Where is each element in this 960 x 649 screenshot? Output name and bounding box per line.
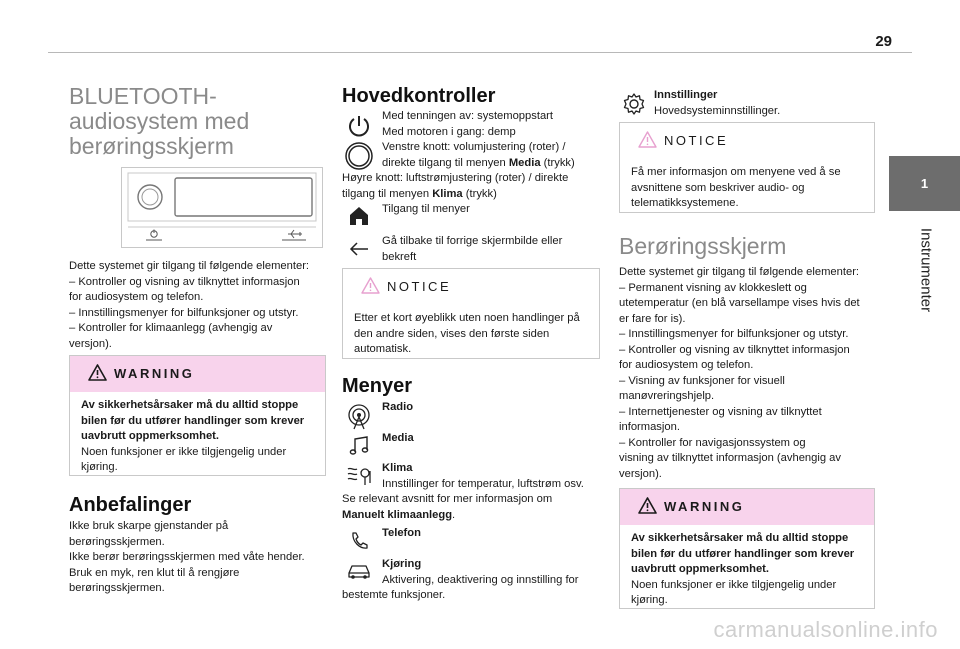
climate-fan-icon [345,465,373,487]
power-icon [346,113,372,139]
gear-icon [622,92,646,116]
header-rule [48,52,912,53]
warning-text: Av sikkerhetsårsaker må du alltid stoppe bilen før du utfører handlinger som krever uavbrutt oppmerksomhet. Noen funksjoner er ikke tilgjengelig under kjøring. [81,399,305,473]
kjoring-label: Kjøring [382,558,422,570]
warning-title: WARNING [114,366,195,381]
intro-paragraph: Dette systemet gir tilgang til følgende elementer: – Kontroller og visning av tilknyttet informasjon for audiosystem og telefon. – Innstillingsmenyer for bilfunksjoner og utstyr. – Kontroller for klimaanlegg (avhengig av versjon). [69,260,310,350]
chapter-label: Instrumenter [917,227,935,313]
warning-box [69,355,326,476]
back-text: Gå tilbake til forrige skjermbilde eller [382,235,563,247]
notice-text: Etter et kort øyeblikk uten noen handlinger på den andre siden, vises den første siden automatisk. [354,312,580,355]
warning-text: Av sikkerhetsårsaker må du alltid stoppe bilen før du utfører handlinger som krever uavbrutt oppmerksomhet. Noen funksjoner er ikke tilgjengelig under kjøring. [631,532,855,606]
phone-icon [348,530,370,552]
innstillinger-text: Hovedsysteminnstillinger. [654,104,781,117]
warning-triangle-icon [638,497,657,514]
warning-title: WARNING [664,499,745,514]
beroringsskjerm-text: Dette systemet gir tilgang til følgende elementer: – Permanent visning av klokkeslett og utetemperatur (en blå varsellampe vises hvis det er fare for is). – Innstillingsmenyer for bilfunksjoner og utstyr. – Kontroller og visning av tilknyttet informasjon for audiosystem og telefon. – Visning av funksjoner for visuell manøvreringshjelp. – Internettjenester og visning av tilknyttet informasjon. – Kontroller for navigasjonssystem og visning av tilknyttet informasjon (avhengig av versjon). [619,266,860,480]
notice-triangle-icon [361,277,380,294]
media-label: Media [382,432,414,444]
kjoring-text: Aktivering, deaktivering og innstilling for [382,573,579,586]
notice-box [342,268,600,359]
warning-triangle-icon [88,364,107,381]
right-knob-text: Høyre knott: luftstrømjustering (roter) / direkte [342,172,569,184]
home-icon [348,205,370,227]
chapter-tab[interactable]: 1 [889,156,960,211]
notice-text: Få mer informasjon om menyene ved å se avsnittene som beskriver audio- og telematikksystemene. [631,166,841,209]
power-off-text: Med tenningen av: systemoppstart [382,110,554,122]
car-icon [346,561,372,581]
telefon-label: Telefon [382,527,421,539]
klima-link: Manuelt klimaanlegg [342,508,453,521]
klima-label: Klima [382,462,413,474]
notice-box-2 [619,122,875,213]
notice-title: NOTICE [387,279,452,294]
warning-box-2 [619,488,875,609]
notice-title: NOTICE [664,133,729,148]
beroringsskjerm-heading: Berøringsskjerm [619,233,787,259]
back-arrow-icon [348,240,370,258]
power-on-text: Med motoren i gang: demp [382,125,516,138]
notice-triangle-icon [638,131,657,148]
home-text: Tilgang til menyer [382,203,470,215]
page-number: 29 [875,33,892,50]
hovedkontroller-heading: Hovedkontroller [342,85,496,107]
music-note-icon [348,435,370,457]
knob-icon [344,141,374,171]
anbefalinger-heading: Anbefalinger [69,494,192,516]
watermark: carmanualsonline.info [713,617,938,642]
section-title: BLUETOOTH- audiosystem med berøringsskjerm [69,83,250,159]
left-knob-text: Venstre knott: volumjustering (roter) / [382,141,566,153]
radio-icon [347,404,371,430]
innstillinger-label: Innstillinger [654,89,718,101]
radio-label: Radio [382,401,414,413]
anbefalinger-text: Ikke bruk skarpe gjenstander på berøringsskjermen. Ikke berør berøringsskjermen med våte hender. Bruk en myk, ren klut til å rengjøre berøringsskjermen. [69,520,305,594]
menyer-heading: Menyer [342,375,413,397]
head-unit-illustration [121,167,323,248]
klima-text: Innstillinger for temperatur, luftstrøm osv. [382,477,584,490]
